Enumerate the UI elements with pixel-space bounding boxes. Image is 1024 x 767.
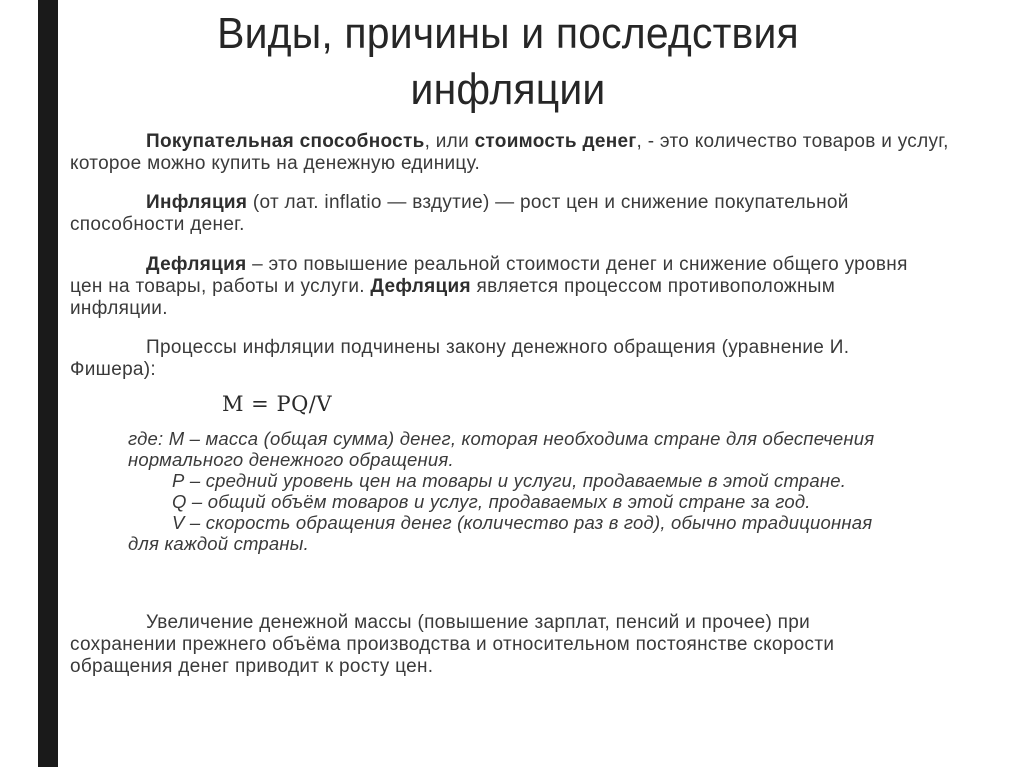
slide-title <box>90 6 927 118</box>
text: Фишера): <box>70 359 157 380</box>
paragraph-money-supply <box>70 612 970 678</box>
equation-definitions <box>128 428 1008 554</box>
slide-left-border <box>38 0 58 767</box>
def-m-line2: нормального денежного обращения. <box>128 449 454 470</box>
text: которое можно купить на денежную единицу. <box>70 153 481 174</box>
text: (от лат. inflatio — вздутие) — рост цен и снижение покупательной <box>247 192 849 213</box>
text: , - это количество товаров и услуг, <box>636 131 949 152</box>
fisher-equation: M = PQ/V <box>222 392 333 416</box>
text: является процессом противоположным <box>470 276 836 297</box>
text: способности денег. <box>70 214 245 235</box>
paragraph-deflation <box>70 254 970 320</box>
text: – это повышение реальной стоимости денег и снижение общего уровня <box>246 254 908 275</box>
def-v-line1: V – скорость обращения денег (количество раз в год), обычно традиционная <box>172 512 873 533</box>
text: Процессы инфляции подчинены закону денежного обращения (уравнение И. <box>146 337 850 358</box>
def-v-line2: для каждой страны. <box>128 533 309 554</box>
text: инфляции. <box>70 298 168 319</box>
def-m-line1: где: М – масса (общая сумма) денег, которая необходима стране для обеспечения <box>128 428 875 449</box>
title-line-2: инфляции <box>410 65 606 114</box>
text: , или <box>424 131 475 152</box>
term-deflation: Дефляция <box>146 254 247 275</box>
slide <box>58 0 1024 767</box>
def-q: Q – общий объём товаров и услуг, продаваемых в этой стране за год. <box>172 491 811 512</box>
term-deflation-2: Дефляция <box>370 276 471 297</box>
text: сохранении прежнего объёма производства и относительном постоянстве скорости <box>70 634 835 655</box>
paragraph-fisher <box>70 337 970 381</box>
term-purchasing-power: Покупательная способность <box>146 131 425 152</box>
paragraph-purchasing-power <box>70 131 970 175</box>
text: цен на товары, работы и услуги. <box>70 276 371 297</box>
text: Увеличение денежной массы (повышение зарплат, пенсий и прочее) при <box>146 612 811 633</box>
paragraph-inflation <box>70 192 970 236</box>
term-inflation: Инфляция <box>146 192 248 213</box>
term-money-value: стоимость денег <box>474 131 637 152</box>
text: обращения денег приводит к росту цен. <box>70 656 434 677</box>
title-line-1: Виды, причины и последствия <box>217 9 799 58</box>
def-p: Р – средний уровень цен на товары и услуги, продаваемые в этой стране. <box>172 470 847 491</box>
